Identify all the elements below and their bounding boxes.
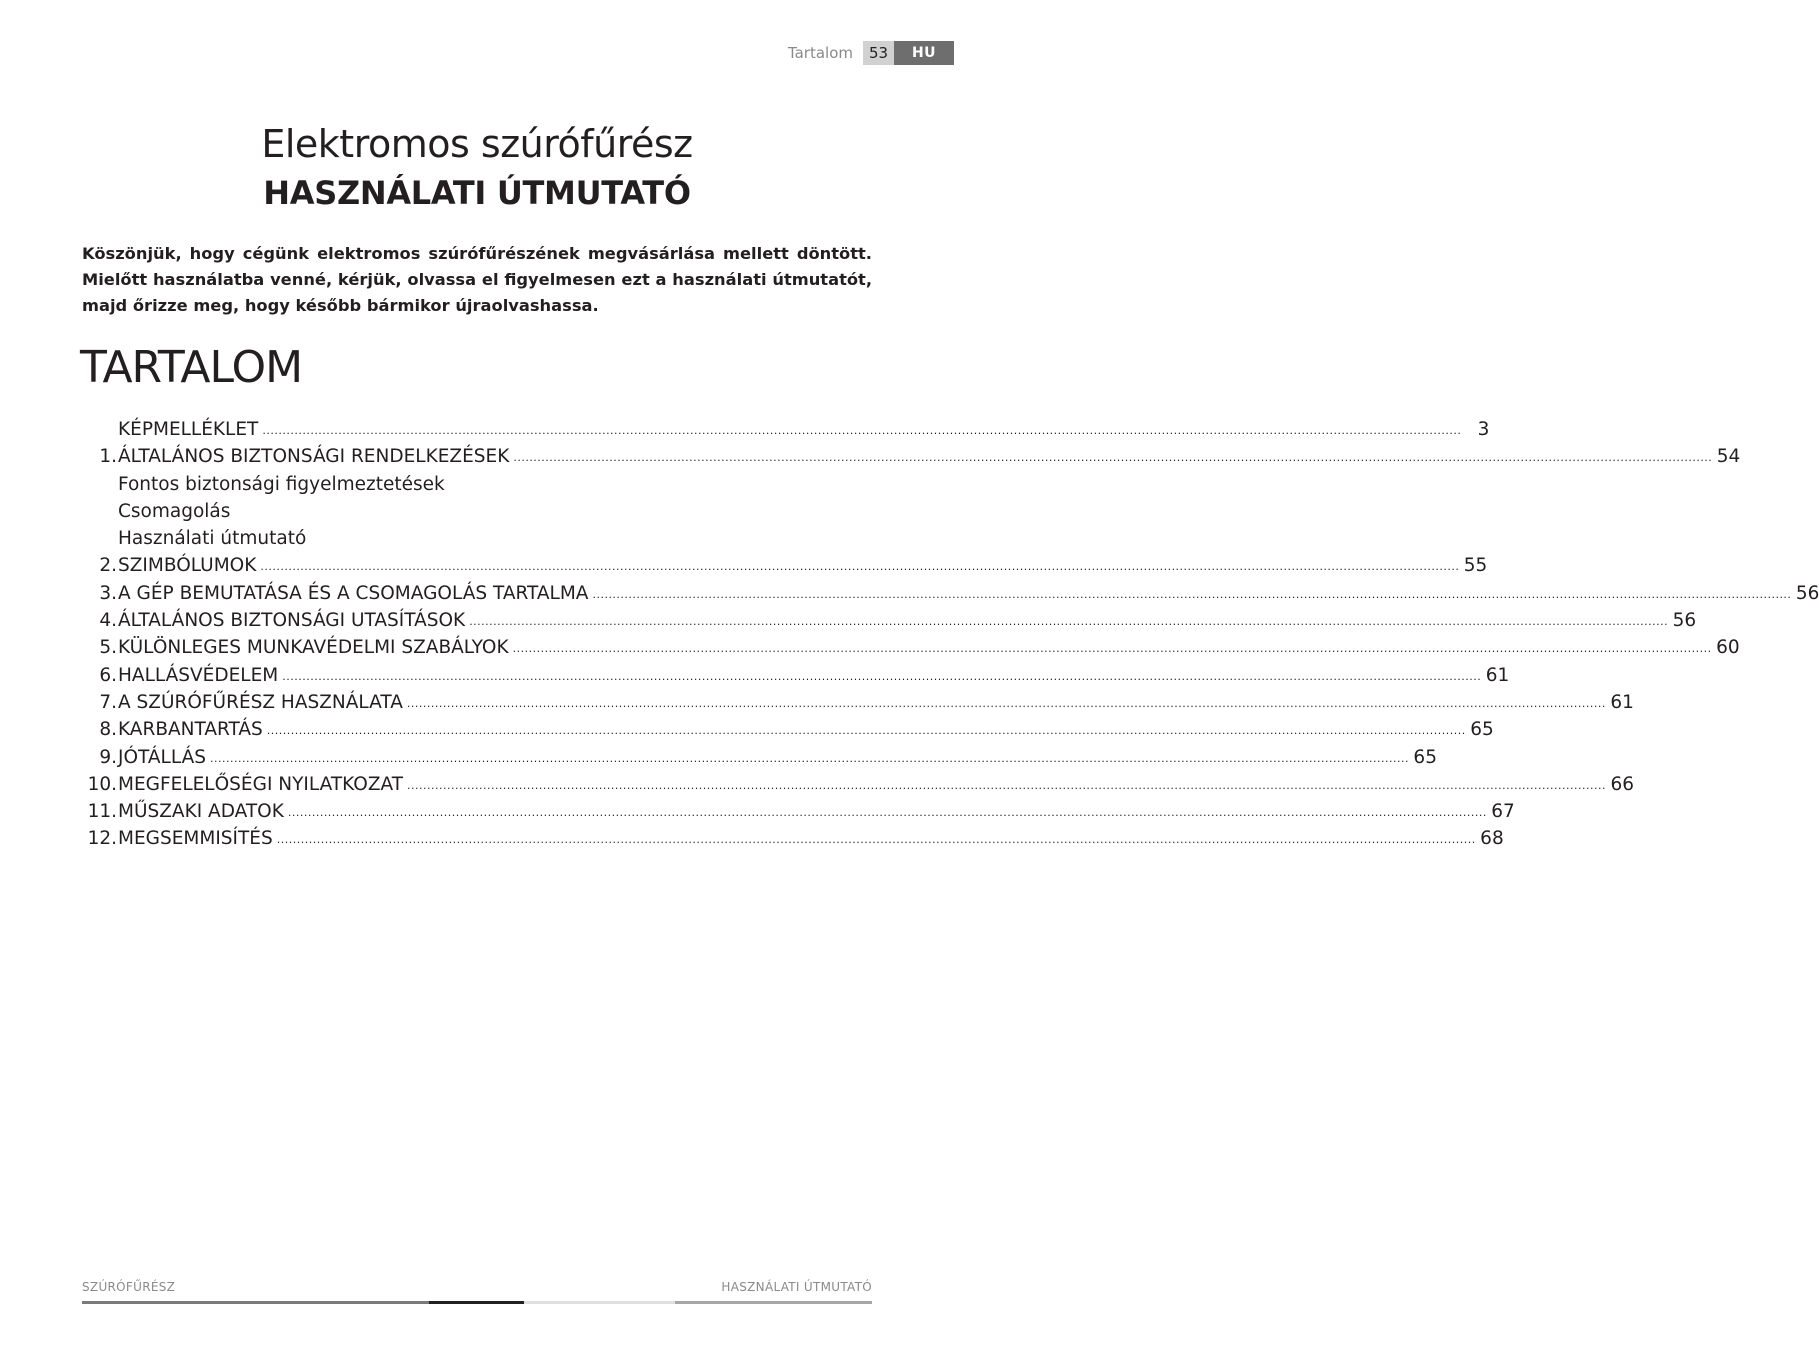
toc-entry-number: 4. xyxy=(99,610,117,632)
header-section-title: Tartalom xyxy=(787,44,853,62)
footer-product-name: SZÚRÓFŰRÉSZ xyxy=(82,1280,176,1294)
footer-bar-segment xyxy=(429,1301,524,1304)
toc-entry xyxy=(82,501,872,528)
toc-entry xyxy=(82,419,1490,446)
toc-entry-page: 61 xyxy=(1610,691,1634,713)
toc-entry-page: 65 xyxy=(1470,719,1494,741)
toc-entry-number: 7. xyxy=(99,691,117,713)
toc-entry-label: MŰSZAKI ADATOK xyxy=(118,801,284,823)
header-language-badge: HU xyxy=(894,41,954,65)
toc-entry xyxy=(82,637,1740,664)
toc-entry-page: 56 xyxy=(1795,582,1819,604)
toc-entry xyxy=(82,773,1634,801)
toc-entry-page: 66 xyxy=(1610,773,1634,795)
toc-entry-label: ÁLTALÁNOS BIZTONSÁGI RENDELKEZÉSEK xyxy=(118,446,510,468)
toc-dot-leader: ............................................................................................................................................................................................................................................................................................................ xyxy=(407,778,1606,792)
toc-entry-page: 67 xyxy=(1491,801,1515,823)
toc-heading: TARTALOM xyxy=(80,342,303,393)
toc-entry-label: MEGSEMMISÍTÉS xyxy=(118,828,273,850)
toc-entry-label: MEGFELELŐSÉGI NYILATKOZAT xyxy=(118,773,404,795)
toc-entry xyxy=(82,801,1515,828)
footer-bar-segment xyxy=(524,1301,675,1304)
toc-entry-number: 11. xyxy=(87,801,117,823)
toc-dot-leader: ............................................................................................................................................................................................................................................................................................................ xyxy=(282,669,1482,683)
toc-dot-leader: ............................................................................................................................................................................................................................................................................................................ xyxy=(266,724,1466,738)
toc-entry-number: 6. xyxy=(99,664,117,686)
footer-divider-bar xyxy=(82,1301,872,1304)
toc-entry-label: Csomagolás xyxy=(118,500,231,522)
toc-entry-page: 3 xyxy=(1477,419,1490,440)
toc-entry-number: 1. xyxy=(99,446,117,468)
toc-dot-leader: ............................................................................................................................................................................................................................................................................................................ xyxy=(512,642,1712,656)
toc-entry-page: 54 xyxy=(1716,446,1741,468)
toc-dot-leader: ............................................................................................................................................................................................................................................................................................................ xyxy=(513,451,1713,465)
toc-entry-page: 65 xyxy=(1413,746,1437,768)
header-page-number: 53 xyxy=(863,41,894,65)
toc-entry-page: 60 xyxy=(1716,637,1740,659)
toc-entry-number: 10. xyxy=(87,773,117,795)
toc-entry xyxy=(82,828,1504,855)
toc-entry xyxy=(82,691,1634,719)
toc-entry-page: 56 xyxy=(1672,610,1697,632)
toc-entry-label: A SZÚRÓFŰRÉSZ HASZNÁLATA xyxy=(118,691,403,713)
footer-bar-segment xyxy=(82,1301,429,1304)
toc-dot-leader: ............................................................................................................................................................................................................................................................................................................ xyxy=(592,587,1792,601)
toc-entry-number: 2. xyxy=(99,555,117,577)
toc-entry-label: ÁLTALÁNOS BIZTONSÁGI UTASÍTÁSOK xyxy=(118,610,466,632)
toc-entry xyxy=(82,664,1510,692)
toc-entry xyxy=(82,555,1488,582)
toc-entry-page: 61 xyxy=(1485,664,1510,686)
table-of-contents xyxy=(82,419,1819,856)
toc-dot-leader: ............................................................................................................................................................................................................................................................................................................ xyxy=(469,615,1669,629)
toc-entry-page: 68 xyxy=(1480,828,1504,850)
document-title: Elektromos szúrófűrész xyxy=(261,122,693,166)
toc-entry-number: 5. xyxy=(99,637,117,659)
toc-entry-label: Használati útmutató xyxy=(118,528,307,550)
toc-entry xyxy=(82,474,872,501)
toc-dot-leader: ............................................................................................................................................................................................................................................................................................................ xyxy=(406,696,1606,710)
toc-entry xyxy=(82,528,872,555)
toc-entry xyxy=(82,746,1437,774)
toc-entry-label: A GÉP BEMUTATÁSA ÉS A CSOMAGOLÁS TARTALMA xyxy=(118,582,589,604)
toc-dot-leader: ............................................................................................................................................................................................................................................................................................................ xyxy=(287,806,1487,820)
toc-dot-leader: ............................................................................................................................................................................................................................................................................................................ xyxy=(262,424,1462,437)
toc-dot-leader: ............................................................................................................................................................................................................................................................................................................ xyxy=(260,560,1460,574)
toc-entry-label: Fontos biztonsági figyelmeztetések xyxy=(118,473,445,495)
toc-entry-number: 9. xyxy=(99,746,117,768)
toc-dot-leader: ............................................................................................................................................................................................................................................................................................................ xyxy=(209,751,1409,765)
toc-entry-label: KÜLÖNLEGES MUNKAVÉDELMI SZABÁLYOK xyxy=(118,637,509,659)
toc-entry-number: 3. xyxy=(99,582,117,604)
footer-document-type: HASZNÁLATI ÚTMUTATÓ xyxy=(721,1280,872,1294)
toc-dot-leader: ............................................................................................................................................................................................................................................................................................................ xyxy=(276,833,1476,847)
toc-entry-page: 55 xyxy=(1463,555,1488,577)
footer-bar-segment xyxy=(675,1301,872,1304)
intro-paragraph: Köszönjük, hogy cégünk elektromos szúrófűrészének megvásárlása mellett döntött. Mielőtt használatba venné, kérjük, olvassa el figyelmesen ezt a használati útmutatót, majd őrizze meg, hogy később bármikor újraolvashassa. xyxy=(82,244,872,315)
toc-entry xyxy=(82,610,1697,637)
toc-entry-label: HALLÁSVÉDELEM xyxy=(118,664,279,686)
toc-entry xyxy=(82,582,1819,610)
toc-entry-label: KÉPMELLÉKLET xyxy=(118,419,259,440)
toc-entry-label: JÓTÁLLÁS xyxy=(118,746,206,768)
page-header xyxy=(788,41,954,65)
toc-entry-number: 8. xyxy=(99,719,117,741)
toc-entry xyxy=(82,446,1741,473)
toc-entry-label: KARBANTARTÁS xyxy=(118,719,263,741)
toc-entry-label: SZIMBÓLUMOK xyxy=(118,555,257,577)
toc-entry-number: 12. xyxy=(87,828,117,850)
document-subtitle: HASZNÁLATI ÚTMUTATÓ xyxy=(263,174,691,212)
toc-entry xyxy=(82,719,1494,746)
